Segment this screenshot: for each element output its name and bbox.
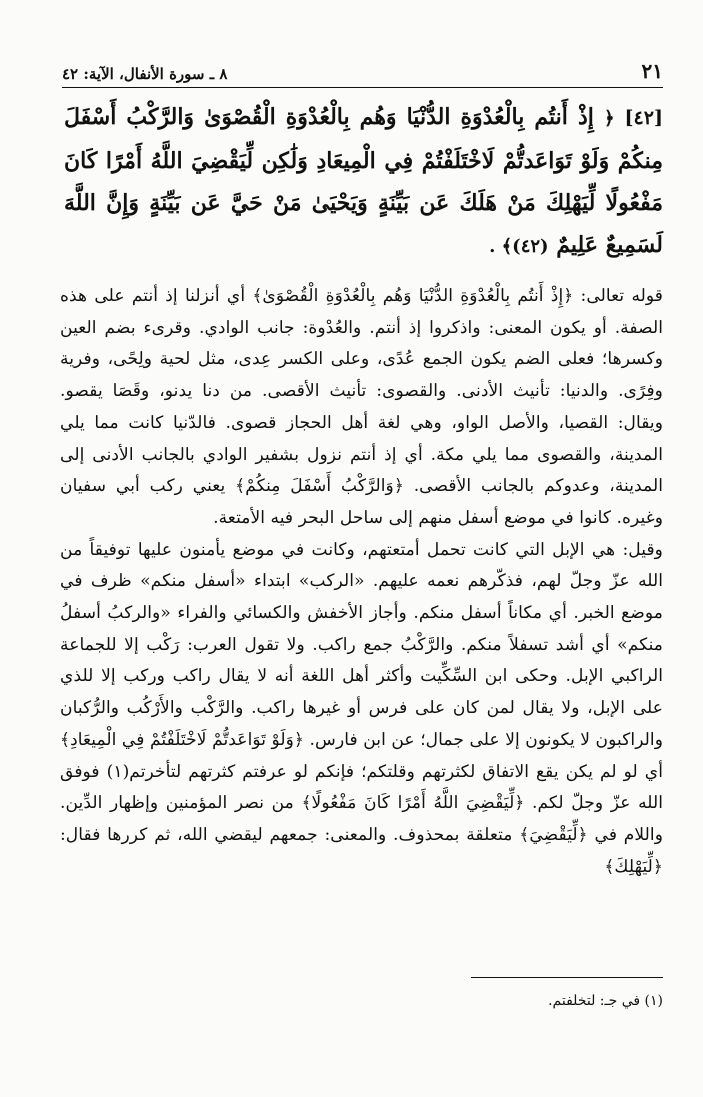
verse-number: [٤٢]	[624, 107, 663, 129]
commentary-paragraph: قوله تعالى: ﴿إِذْ أَنتُم بِالْعُدْوَةِ الدُّنْيَا وَهُم بِالْعُدْوَةِ الْقُصْوَىٰ﴾ أي أنزلنا إذ أنتم على هذه الصفة. أو يكون المعنى: واذكروا إذ أنتم. والعُدْوة: جانب الوادي. وقرىء بضم العين وكسرها؛ فعلى الضم يكون الجمع عُدًى، وعلى الكسر عِدى، مثل لحية ولِحًى، وفرية وفِرًى. والدنيا: تأنيث الأدنى. والقصوى: تأنيث الأقصى. من دنا يدنو، وقَصَا يقصو. ويقال: القصيا، والأصل الواو، وهي لغة أهل الحجاز قصوى. فالدّنيا كانت مما يلي المدينة، والقصوى مما يلي مكة. أي إذ أنتم نزول بشفير الوادي بالجانب الأدنى إلى المدينة، وعدوكم بالجانب الأقصى. ﴿وَالرَّكْبُ أَسْفَلَ مِنكُمْ﴾ يعني ركب أبي سفيان وغيره. كانوا في موضع أسفل منهم إلى ساحل البحر فيه الأمتعة.	[60, 286, 663, 528]
commentary-paragraph: وقيل: هي الإبل التي كانت تحمل أمتعتهم، وكانت في موضع يأمنون عليها توفيقاً من الله عزّ وجلّ لهم، فذكّرهم نعمه عليهم. «الركب» ابتداء «أسفل منكم» ظرف في موضع الخبر. أي مكاناً أسفل منكم. وأجاز الأخفش والكسائي والفراء «والركبُ أسفلُ منكم» أي أشد تسفلاً منكم. والرَّكْبُ جمع راكب. ولا تقول العرب: رَكْب إلا للجماعة الراكبي الإبل. وحكى ابن السِّكِّيت وأكثر أهل اللغة أنه لا يقال راكب وركب إلا للذي على الإبل، ولا يقال لمن كان على فرس أو غيرها راكب. والرَّكْب والأَرْكُب والرُّكبان والراكبون لا يكونون إلا على جمال؛ عن ابن فارس. ﴿وَلَوْ تَوَاعَدتُّمْ لَاخْتَلَفْتُمْ فِي الْمِيعَادِ﴾ أي لو لم يكن يقع الاتفاق لكثرتهم وقلتكم؛ فإنكم لو عرفتم كثرتهم لتأخرتم(١) فوفق الله عزّ وجلّ لكم. ﴿لِّيَقْضِيَ اللَّهُ أَمْرًا كَانَ مَفْعُولًا﴾ من نصر المؤمنين وإظهار الدِّين. واللام في ﴿لِّيَقْضِيَ﴾ متعلقة بمحذوف. والمعنى: جمعهم ليقضي الله، ثم كررها فقال: ﴿لِّيَهْلِكَ﴾	[60, 539, 663, 877]
page-number: ٢١	[641, 59, 663, 83]
page-header	[62, 60, 663, 88]
verse-open-bracket: ﴿	[603, 108, 615, 129]
ayah-marker: (٤٢)	[512, 236, 549, 257]
footnote-divider	[471, 977, 663, 978]
tafsir-commentary	[60, 281, 663, 883]
quran-verse	[64, 96, 663, 268]
verse-text: إِذْ أَنتُم بِالْعُدْوَةِ الدُّنْيَا وَهُم بِالْعُدْوَةِ الْقُصْوَىٰ وَالرَّكْبُ أَسْفَلَ مِنكُمْ وَلَوْ تَوَاعَدتُّمْ لَاخْتَلَفْتُمْ فِي الْمِيعَادِ وَلَٰكِن لِّيَقْضِيَ اللَّهُ أَمْرًا كَانَ مَفْعُولًا لِّيَهْلِكَ مَنْ هَلَكَ عَن بَيِّنَةٍ وَيَحْيَىٰ مَنْ حَيَّ عَن بَيِّنَةٍ وَإِنَّ اللَّهَ لَسَمِيعٌ عَلِيمٌ	[64, 104, 663, 258]
verse-close-bracket: ﴾ .	[489, 236, 513, 257]
footnote: (١) في جـ: لتخلفتم.	[548, 993, 663, 1009]
surah-title: ٨ ـ سورة الأنفال، الآية: ٤٢	[62, 65, 228, 83]
